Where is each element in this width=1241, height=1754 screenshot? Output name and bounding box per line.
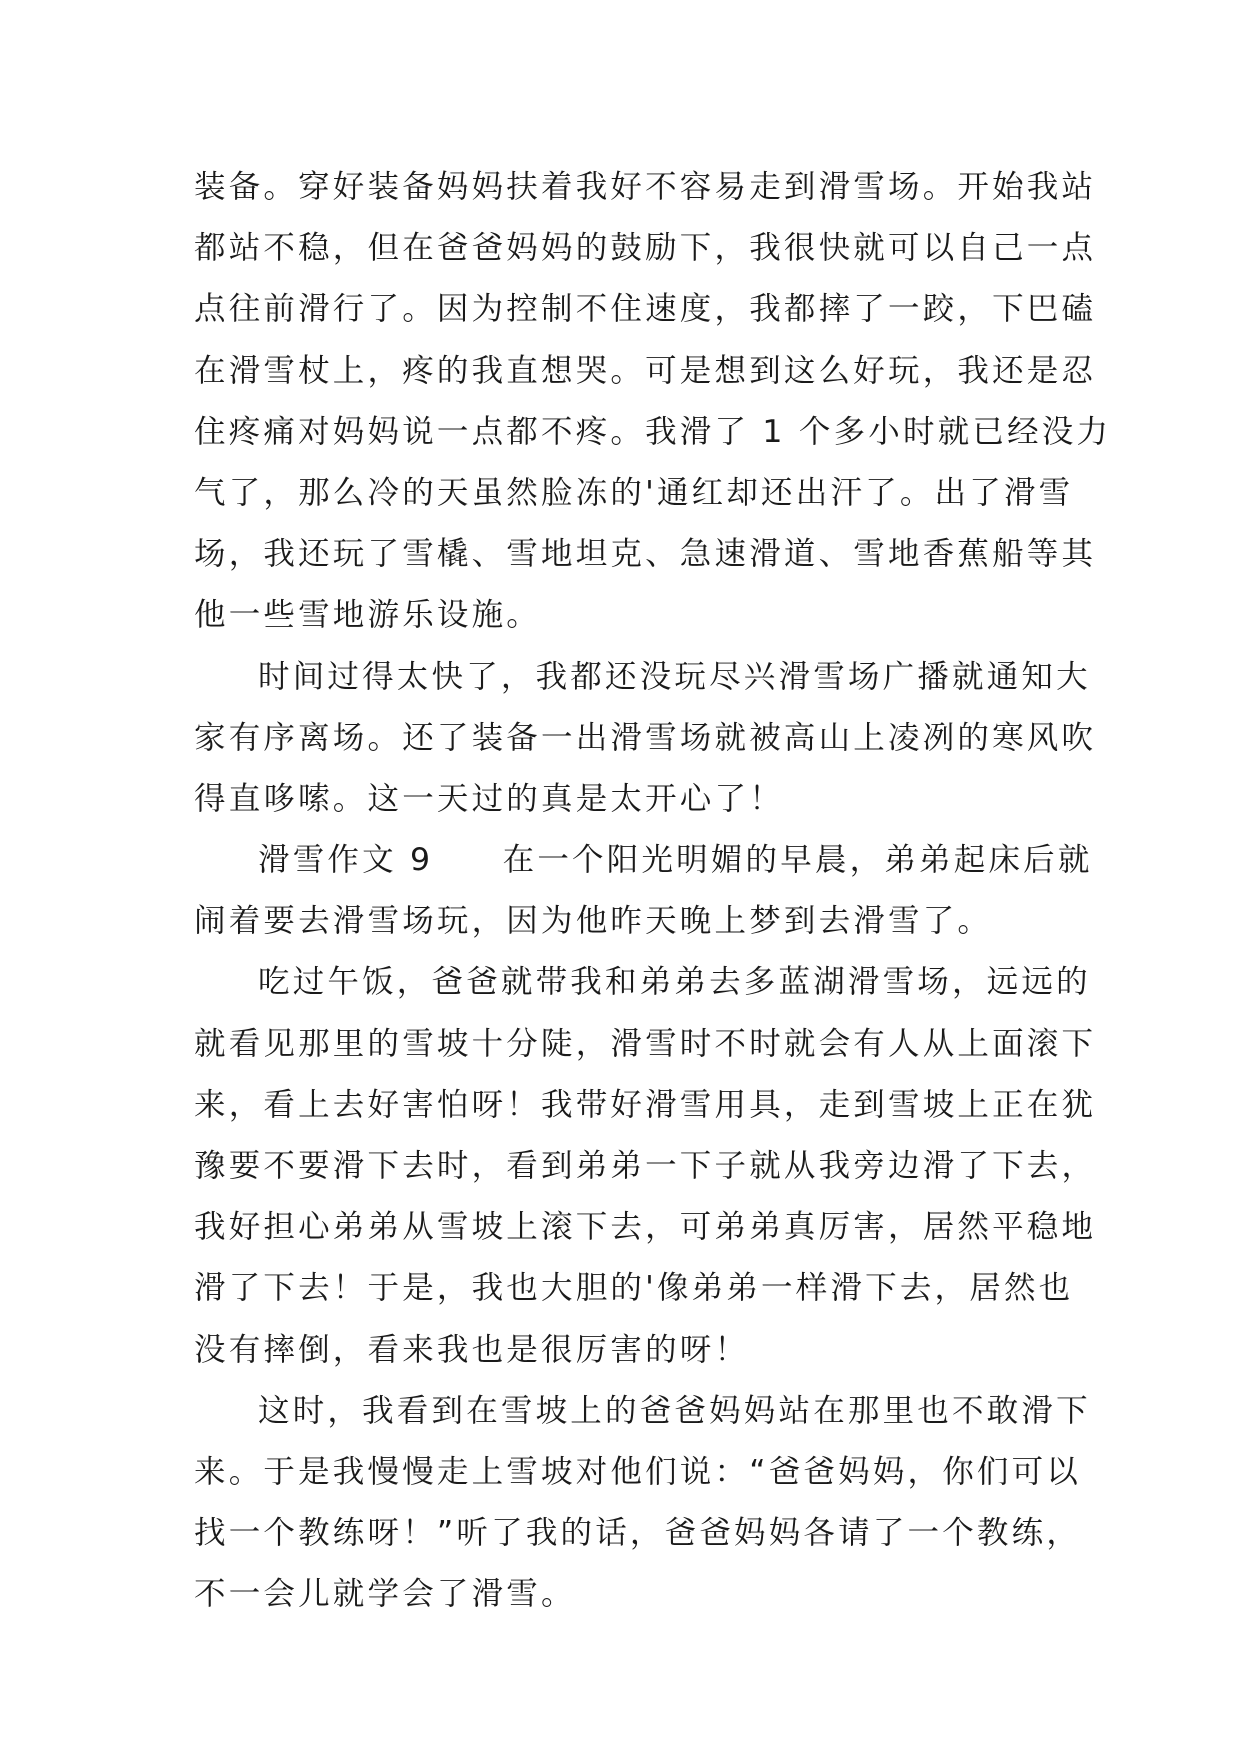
text-line: 吃过午饭，爸爸就带我和弟弟去多蓝湖滑雪场，远远的	[258, 964, 1091, 1001]
text-line: 来。于是我慢慢走上雪坡对他们说：“爸爸妈妈，你们可以	[194, 1453, 1082, 1490]
body-text	[194, 157, 1112, 1626]
text-line: 就看见那里的雪坡十分陡，滑雪时不时就会有人从上面滚下	[194, 1025, 1097, 1062]
text-line: 闹着要去滑雪场玩，因为他昨天晚上梦到去滑雪了。	[194, 903, 993, 940]
text-line: 我好担心弟弟从雪坡上滚下去，可弟弟真厉害，居然平稳地	[194, 1209, 1097, 1246]
text-line: 住疼痛对妈妈说一点都不疼。我滑了 1 个多小时就已经没力	[194, 413, 1112, 450]
text-line: 都站不稳，但在爸爸妈妈的鼓励下，我很快就可以自己一点	[194, 230, 1097, 267]
text-line: 他一些雪地游乐设施。	[194, 597, 542, 634]
text-line: 不一会儿就学会了滑雪。	[194, 1576, 576, 1613]
text-line: 装备。穿好装备妈妈扶着我好不容易走到滑雪场。开始我站	[194, 169, 1097, 205]
text-line: 在滑雪杖上，疼的我直想哭。可是想到这么好玩，我还是忍	[194, 352, 1097, 389]
text-line: 没有摔倒，看来我也是很厉害的呀！	[194, 1331, 750, 1368]
text-line: 得直哆嗦。这一天过的真是太开心了！	[194, 780, 784, 817]
text-line: 滑雪作文 9 在一个阳光明媚的早晨，弟弟起床后就	[258, 842, 1093, 879]
text-line: 时间过得太快了，我都还没玩尽兴滑雪场广播就通知大	[258, 658, 1091, 695]
text-line: 来，看上去好害怕呀！我带好滑雪用具，走到雪坡上正在犹	[194, 1086, 1097, 1123]
text-line: 这时，我看到在雪坡上的爸爸妈妈站在那里也不敢滑下	[258, 1392, 1091, 1429]
text-line: 场，我还玩了雪橇、雪地坦克、急速滑道、雪地香蕉船等其	[194, 536, 1097, 573]
text-line: 滑了下去！于是，我也大胆的'像弟弟一样滑下去，居然也	[194, 1270, 1074, 1307]
text-line: 家有序离场。还了装备一出滑雪场就被高山上凌冽的寒风吹	[194, 719, 1097, 756]
text-line: 气了，那么冷的天虽然脸冻的'通红却还出汗了。出了滑雪	[194, 474, 1074, 511]
text-line: 点往前滑行了。因为控制不住速度，我都摔了一跤，下巴磕	[194, 291, 1097, 328]
text-line: 豫要不要滑下去时，看到弟弟一下子就从我旁边滑了下去，	[194, 1148, 1097, 1184]
text-line: 找一个教练呀！”听了我的话，爸爸妈妈各请了一个教练，	[194, 1515, 1082, 1552]
